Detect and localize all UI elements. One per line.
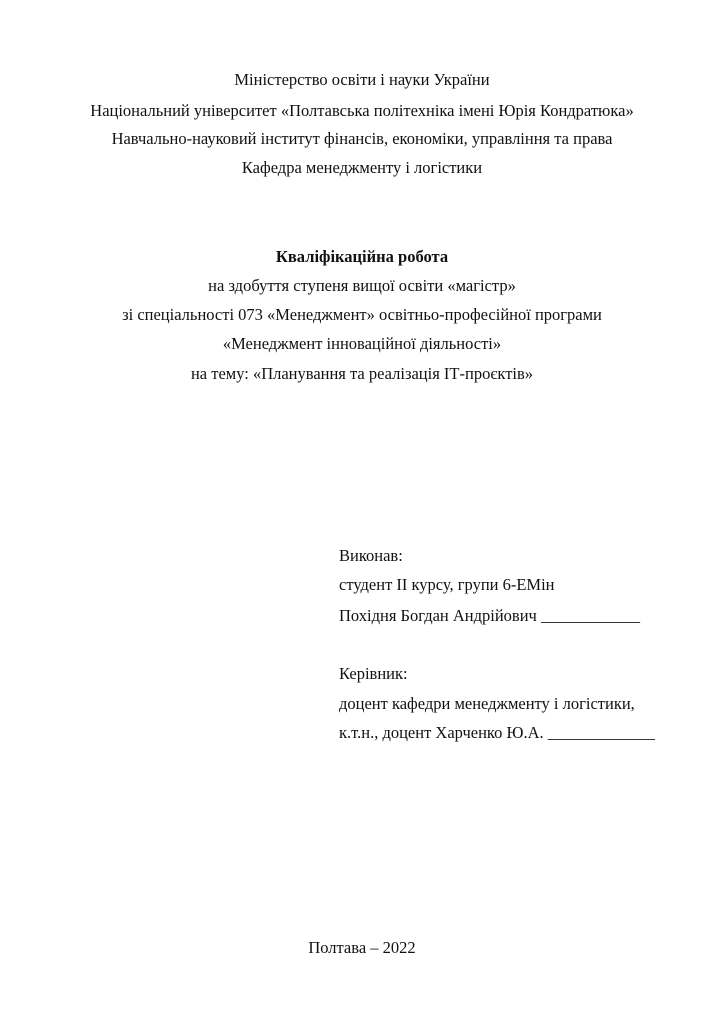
degree-line: на здобуття ступеня вищої освіти «магістр» <box>208 276 516 295</box>
author-name-signature: Похідня Богдан Андрійович ____________ <box>339 606 640 625</box>
supervisor-position: доцент кафедри менеджменту і логістики, <box>339 694 635 713</box>
document-title: Кваліфікаційна робота <box>275 247 449 266</box>
institute-line: Навчально-науковий інститут фінансів, економіки, управління та права <box>111 129 613 148</box>
supervisor-name-signature: к.т.н., доцент Харченко Ю.А. _____________ <box>339 723 655 742</box>
ministry-line: Міністерство освіти і науки України <box>234 70 490 89</box>
program-line: «Менеджмент інноваційної діяльності» <box>222 334 502 353</box>
topic-line: на тему: «Планування та реалізація ІТ-проєктів» <box>190 364 534 383</box>
supervisor-label: Керівник: <box>339 664 408 683</box>
city-year: Полтава – 2022 <box>308 938 416 957</box>
author-group: студент ІІ курсу, групи 6-ЕМін <box>339 575 555 594</box>
department-line: Кафедра менеджменту і логістики <box>241 158 483 177</box>
author-label: Виконав: <box>339 546 403 565</box>
specialty-line: зі спеціальності 073 «Менеджмент» освітньо-професійної програми <box>122 305 602 324</box>
university-line: Національний університет «Полтавська політехніка імені Юрія Кондратюка» <box>90 101 634 120</box>
